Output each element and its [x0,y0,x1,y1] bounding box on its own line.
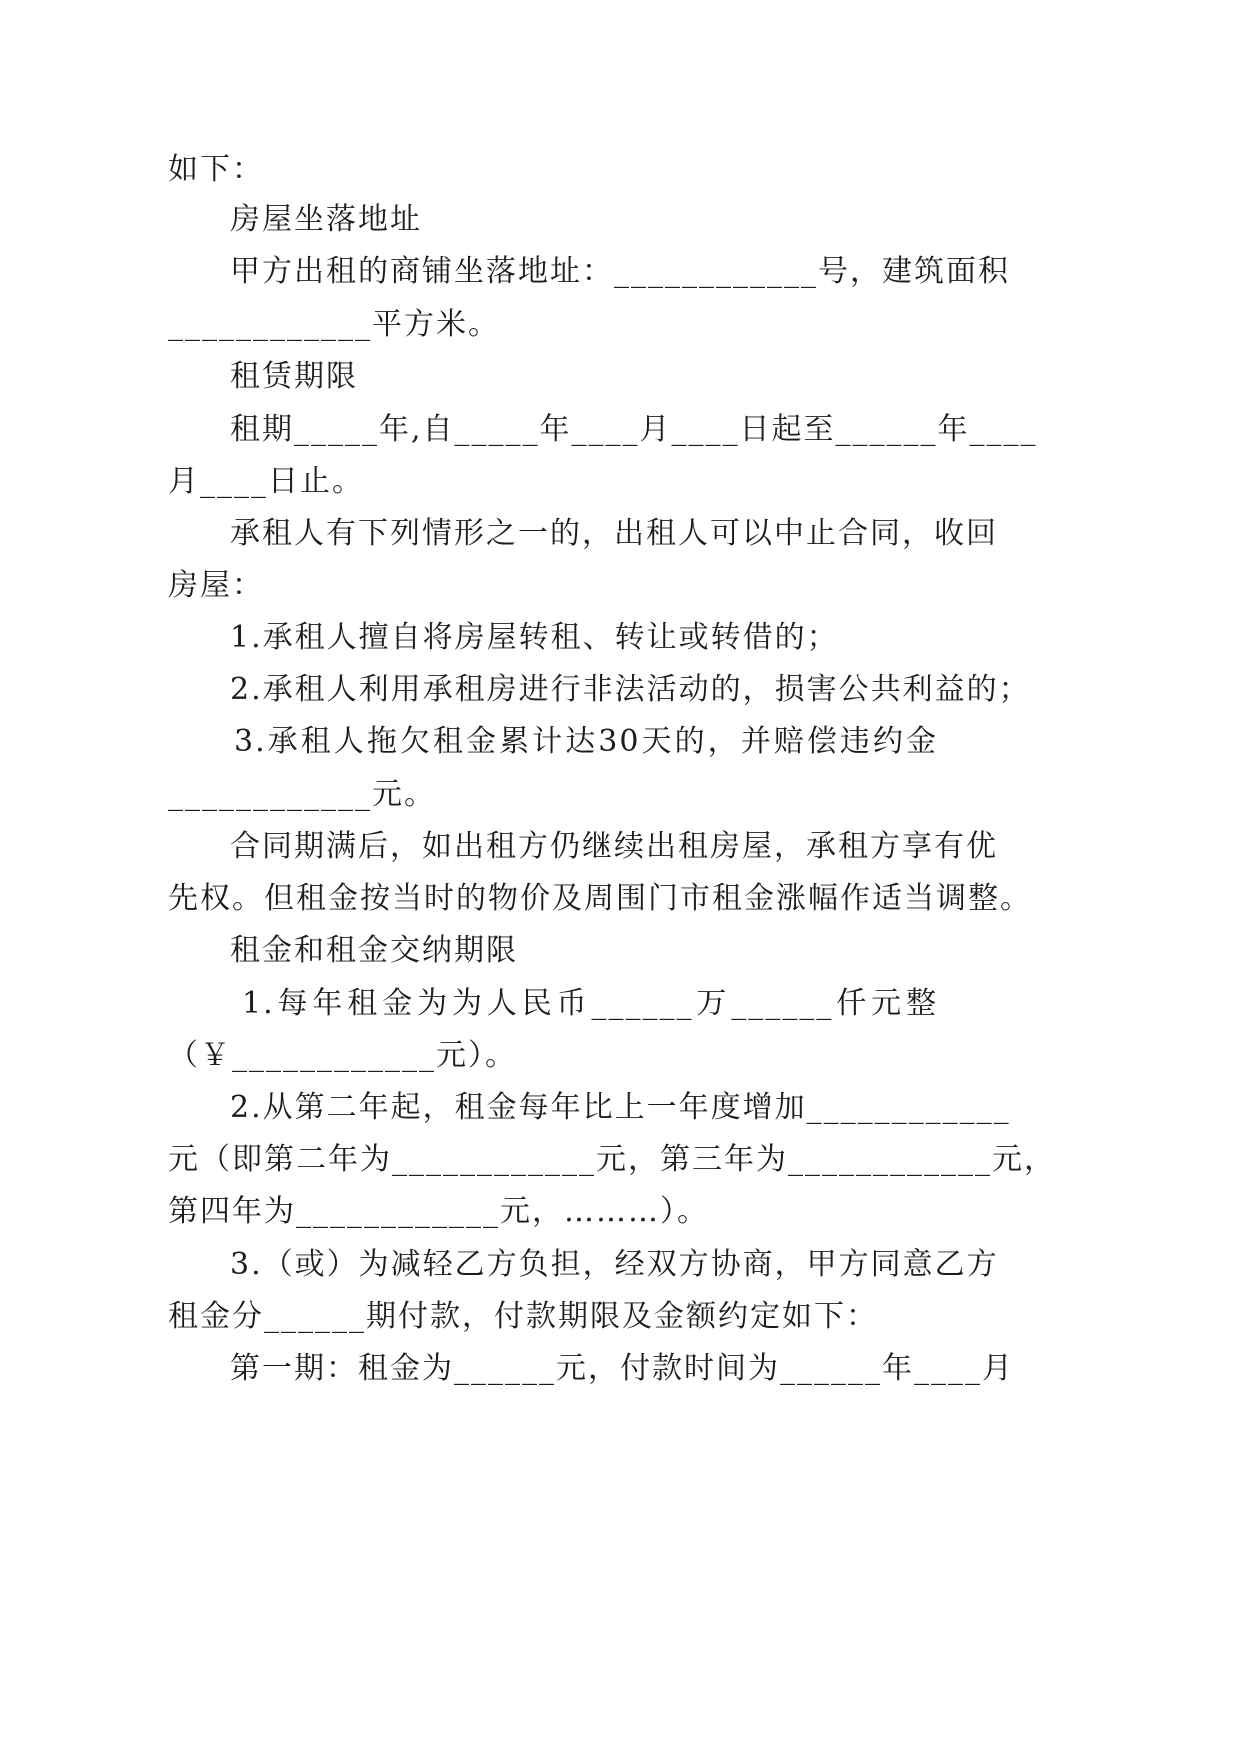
text-line: 第一期：租金为______元，付款时间为______年____月 [230,1351,1014,1386]
text-line: 如下： [168,152,264,187]
section-heading: 租赁期限 [230,359,358,394]
list-item: 1.每年租金为为人民币______万______仟元整 [242,986,938,1021]
list-item: 2.承租人利用承租房进行非法活动的，损害公共利益的； [230,672,1031,707]
text-line: 承租人有下列情形之一的，出租人可以中止合同，收回 [230,516,998,551]
text-line: 房屋： [168,568,264,603]
list-item: 1.承租人擅自将房屋转租、转让或转借的； [230,620,839,655]
text-line: 租期_____年,自_____年____月____日起至______年____ [230,412,1038,447]
list-item: 3.承租人拖欠租金累计达30天的，并赔偿违约金 [234,724,938,759]
list-item: 2.从第二年起，租金每年比上一年度增加____________ [230,1090,1011,1125]
text-line: 元（即第二年为____________元，第三年为____________元， [168,1142,1056,1177]
text-line: （￥____________元）。 [168,1038,517,1073]
text-line: 合同期满后，如出租方仍继续出租房屋，承租方享有优 [230,829,998,864]
list-item: 3.（或）为减轻乙方负担，经双方协商，甲方同意乙方 [230,1247,999,1282]
text-line: 第四年为____________元，………）。 [168,1194,709,1229]
text-line: 租金分______期付款，付款期限及金额约定如下： [168,1299,878,1334]
text-line: 甲方出租的商铺坐落地址：____________号，建筑面积 [230,254,1010,289]
text-line: ____________元。 [168,777,436,812]
section-heading: 租金和租金交纳期限 [230,933,518,968]
text-line: 月____日止。 [168,464,364,499]
text-line: 先权。但租金按当时的物价及周围门市租金涨幅作适当调整。 [168,881,1032,916]
section-heading: 房屋坐落地址 [230,202,422,237]
text-line: ____________平方米。 [168,307,500,342]
